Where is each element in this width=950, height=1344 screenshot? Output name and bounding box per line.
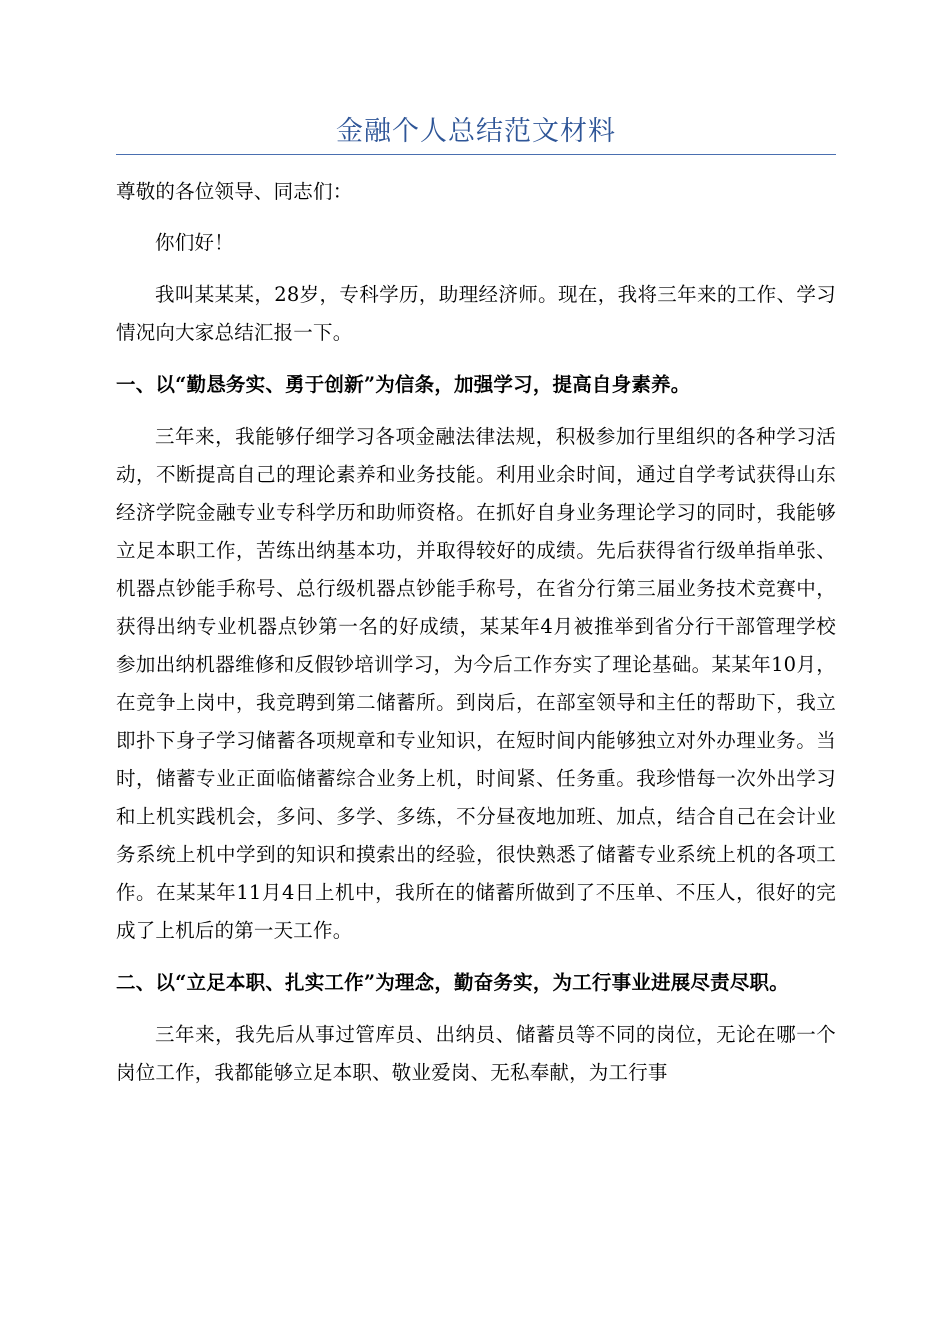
document-title: 金融个人总结范文材料 <box>336 116 616 147</box>
section-2-heading: 二、以“立足本职、扎实工作”为理念，勤奋务实，为工行事业进展尽责尽职。 <box>116 971 789 994</box>
greeting: 你们好！ <box>155 231 234 254</box>
section-1-body: 三年来，我能够仔细学习各项金融法律法规，积极参加行里组织的各种学习活动，不断提高自己的理论素养和业务技能。利用业余时间，通过自学考试获得山东经济学院金融专业专科学历和助师资格。在抓好自身业务理论学习的同时，我能够立足本职工作，苦练出纳基本功，并取得较好的成绩。先后获得省行级单指单张、机器点钞能手称号、总行级机器点钞能手称号，在省分行第三届业务技术竞赛中，获得出纳专业机器点钞第一名的好成绩，某某年4月被推举到省分行干部管理学校参加出纳机器维修和反假钞培训学习，为今后工作夯实了理论基础。某某年10月，在竞争上岗中，我竞聘到第二储蓄所。到岗后，在部室领导和主任的帮助下，我立即扑下身子学习储蓄各项规章和专业知识，在短时间内能够独立对外办理业务。当时，储蓄专业正面临储蓄综合业务上机，时间紧、任务重。我珍惜每一次外出学习和上机实践机会，多问、多学、多练，不分昼夜地加班、加点，结合自己在会计业务系统上机中学到的知识和摸索出的经验，很快熟悉了储蓄专业系统上机的各项工作。在某某年11月4日上机中，我所在的储蓄所做到了不压单、不压人，很好的完成了上机后的第一天工作。 <box>116 425 836 942</box>
title-underline <box>116 154 836 155</box>
document-page <box>116 112 836 1092</box>
section-1-heading: 一、以“勤恳务实、勇于创新”为信条，加强学习，提高自身素养。 <box>116 373 691 396</box>
section-2-body: 三年来，我先后从事过管库员、出纳员、储蓄员等不同的岗位，无论在哪一个岗位工作，我都能够立足本职、敬业爱岗、无私奉献，为工行事 <box>116 1023 836 1084</box>
intro-paragraph: 我叫某某某，28岁，专科学历，助理经济师。现在，我将三年来的工作、学习情况向大家总结汇报一下。 <box>116 283 836 344</box>
salutation: 尊敬的各位领导、同志们： <box>116 180 353 203</box>
